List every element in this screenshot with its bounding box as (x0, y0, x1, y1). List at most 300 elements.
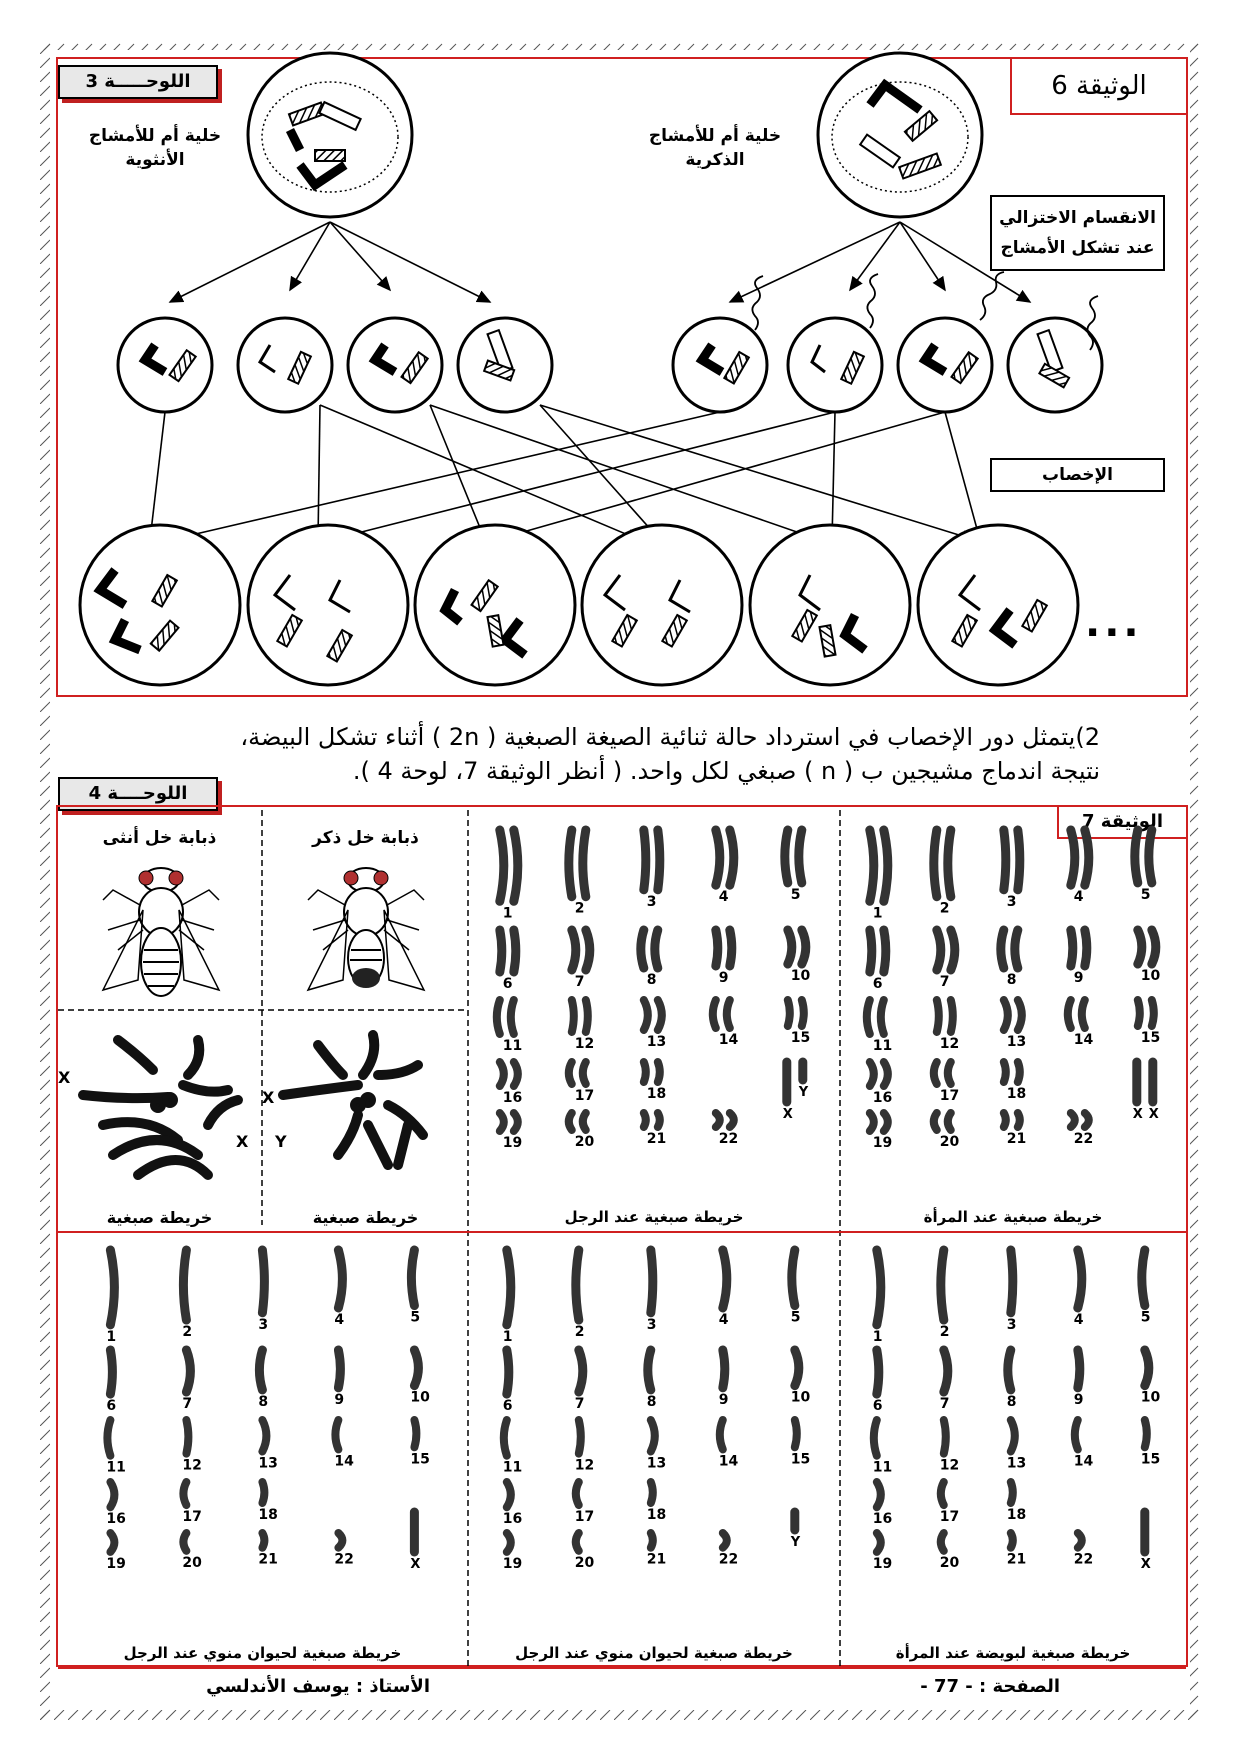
chromosome-22 (338, 1533, 342, 1548)
chromosome-20 (569, 1113, 572, 1130)
chromosome-number-7: 7 (939, 974, 950, 990)
chromosome-17 (934, 1062, 937, 1084)
chromosome-12 (951, 1000, 953, 1032)
chromosome-2 (583, 830, 586, 897)
chromosome-number-10: 10 (1140, 968, 1161, 984)
chromosome-number-19: 19 (872, 1555, 893, 1572)
chromosome-number-15: 15 (410, 1451, 430, 1468)
chromosome-17 (583, 1062, 586, 1084)
chromosome-6 (877, 1350, 879, 1394)
chromosome-number-17: 17 (182, 1509, 202, 1526)
chromosome-5 (1135, 830, 1138, 883)
chromosome-number-20: 20 (939, 1554, 960, 1571)
chromosome-15 (788, 1000, 790, 1026)
chromosome-number-20: 20 (574, 1554, 595, 1571)
chromosome-6 (110, 1350, 112, 1394)
chromosome-20 (583, 1113, 586, 1130)
chromosome-number-21: 21 (646, 1131, 667, 1147)
female-fly-x2-label: X (236, 1132, 249, 1151)
chromosome-7 (951, 930, 955, 970)
chromosome-number-20: 20 (939, 1134, 960, 1150)
chromosome-number-21: 21 (1006, 1131, 1027, 1147)
chromosome-19 (870, 1113, 874, 1131)
footer-page-number: الصفحة : - 77 - (920, 1676, 1060, 1697)
chromosome-1 (500, 830, 504, 901)
fly-male-label: ذبابة خل ذكر (312, 828, 419, 848)
chromosome-4 (723, 1250, 727, 1308)
chromosome-5 (1149, 830, 1152, 883)
chromosome-15 (1138, 1000, 1140, 1026)
chromosome-number-17: 17 (574, 1509, 595, 1526)
chromosome-11 (511, 1000, 514, 1034)
chromosome-17 (569, 1062, 572, 1084)
chromosome-22 (1085, 1113, 1089, 1127)
chromosome-11 (497, 1000, 500, 1034)
chromosome-11 (867, 1000, 870, 1034)
chromosome-number-18: 18 (258, 1507, 278, 1523)
chromosome-number-14: 14 (718, 1453, 739, 1470)
chromosome-number-7: 7 (574, 974, 585, 990)
chromosome-number-1: 1 (502, 1328, 513, 1345)
chromosome-14 (720, 1420, 723, 1449)
chromosome-6 (500, 930, 502, 972)
chromosome-number-1: 1 (106, 1328, 117, 1345)
chromosome-number-13: 13 (258, 1455, 278, 1472)
chromosome-22 (723, 1533, 727, 1548)
karyotype-sperm-y (106, 1250, 430, 1572)
chromosome-number-13: 13 (646, 1455, 667, 1472)
chromosome-number-18: 18 (646, 1507, 667, 1523)
chromosome-15 (795, 1420, 797, 1447)
meiosis-label: الانقسام الاختزالي عند تشكل الأمشاج (990, 195, 1165, 271)
chromosome-22 (1078, 1533, 1082, 1548)
chromosome-number-16: 16 (872, 1511, 893, 1528)
chromosome-2 (569, 830, 572, 897)
chromosome-number-18: 18 (646, 1086, 667, 1102)
chromosome-8 (641, 930, 644, 968)
chromosome-17 (183, 1482, 186, 1505)
chromosome-11 (107, 1420, 110, 1456)
chromosome-number-5: 5 (410, 1309, 421, 1326)
chromosome-7 (186, 1350, 190, 1392)
chromosome-7 (937, 930, 941, 970)
chromosome-number-21: 21 (1006, 1551, 1027, 1568)
chromosome-number-20: 20 (182, 1554, 202, 1571)
document-6-title-text: الوثيقة 6 (1051, 71, 1147, 101)
chromosome-number-22: 22 (718, 1131, 739, 1147)
chromosome-number-7: 7 (182, 1396, 193, 1412)
karyotype-woman (867, 830, 1161, 1151)
paragraph-line-1: 2)يتمثل دور الإخصاب في استرداد حالة ثنائية الصيغة الصبغية ( 2n ) أثناء تشكل البيضة، (240, 723, 1100, 751)
chromosome-17 (948, 1062, 951, 1084)
chromosome-16 (870, 1062, 874, 1086)
chromosome-3 (1011, 1250, 1013, 1313)
chromosome-21 (644, 1113, 646, 1127)
chromosome-14 (727, 1000, 730, 1028)
chromosome-12 (186, 1420, 188, 1454)
chromosome-2 (941, 1250, 944, 1320)
chromosome-8 (1015, 930, 1018, 968)
chromosome-4 (338, 1250, 342, 1308)
chromosome-number-8: 8 (646, 1393, 657, 1410)
male-fly-x-label: X (262, 1088, 275, 1107)
chromosome-7 (586, 930, 590, 970)
chromosome-number-3: 3 (646, 1316, 657, 1333)
panel-3-label-text: اللوحـــــة 3 (85, 71, 191, 92)
chromosome-17 (941, 1482, 944, 1505)
chromosome-3 (1018, 830, 1020, 890)
chromosome-18 (262, 1482, 264, 1503)
chromosome-5 (785, 830, 788, 883)
chromosome-number-9: 9 (1073, 970, 1084, 986)
chromosome-10 (1145, 1350, 1149, 1386)
sex-chromosome-label: X (1140, 1557, 1151, 1572)
chromosome-18 (658, 1062, 660, 1082)
chromosome-number-9: 9 (1073, 1391, 1084, 1408)
chromosome-number-14: 14 (1073, 1453, 1094, 1470)
chromosome-6 (514, 930, 516, 972)
chromosome-number-17: 17 (939, 1088, 960, 1104)
chromosome-22 (716, 1113, 720, 1127)
chromosome-21 (262, 1533, 264, 1548)
karyotype-ovule (873, 1250, 1161, 1572)
chromosome-number-2: 2 (574, 1324, 585, 1341)
chromosome-4 (1071, 830, 1075, 885)
chromosome-18 (1018, 1062, 1020, 1082)
chromosome-12 (937, 1000, 939, 1032)
chromosome-number-17: 17 (939, 1509, 960, 1526)
sex-chromosome-label: X (410, 1557, 421, 1572)
female-fly-x1-label: X (58, 1068, 71, 1087)
chromosome-9 (1071, 930, 1073, 966)
chromosome-19 (110, 1533, 114, 1552)
chromosome-2 (183, 1250, 186, 1320)
chromosome-number-9: 9 (334, 1391, 345, 1408)
chromosome-number-22: 22 (1073, 1551, 1094, 1568)
chromosome-number-10: 10 (790, 968, 811, 984)
chromosome-10 (1138, 930, 1142, 964)
chromosome-18 (1004, 1062, 1006, 1082)
chromosome-10 (1152, 930, 1156, 964)
chromosome-14 (1075, 1420, 1078, 1449)
chromosome-19 (507, 1533, 511, 1552)
chromosome-16 (877, 1482, 881, 1507)
chromosome-19 (514, 1113, 518, 1131)
chromosome-12 (572, 1000, 574, 1032)
chromosome-number-4: 4 (718, 1311, 729, 1328)
chromosome-number-3: 3 (646, 893, 657, 910)
chromosome-number-4: 4 (1073, 1311, 1084, 1328)
chromosome-10 (788, 930, 792, 964)
chromosome-number-5: 5 (1140, 1309, 1151, 1326)
chromosome-1 (514, 830, 518, 901)
chromosome-number-6: 6 (502, 1398, 513, 1415)
paragraph-line-2: نتيجة اندماج مشيجين ب ( n ) صبغي لكل واحد. ( أنظر الوثيقة 7، لوحة 4 ). (352, 757, 1100, 785)
chromosome-number-3: 3 (1006, 893, 1017, 910)
footer-teacher: الأستاذ : يوسف الأندلسي (206, 1676, 430, 1697)
fly-female-karyotype-caption: خريطة صبغية (106, 1208, 213, 1227)
chromosome-number-3: 3 (1006, 1316, 1017, 1333)
document-7-title: الوثيقة 7 (1057, 805, 1188, 839)
sex-chromosome-label: Y (798, 1085, 809, 1100)
chromosome-number-13: 13 (1006, 1034, 1027, 1050)
chromosome-number-12: 12 (574, 1457, 595, 1474)
chromosome-number-16: 16 (502, 1511, 523, 1528)
chromosome-8 (1008, 1350, 1011, 1390)
chromosome-number-11: 11 (502, 1459, 523, 1476)
chromosome-number-19: 19 (502, 1135, 523, 1151)
chromosome-22 (730, 1113, 734, 1127)
karyotype-sperm-x-caption: خريطة صبغية لحيوان منوي عند الرجل (515, 1644, 793, 1662)
chromosome-14 (335, 1420, 338, 1449)
chromosome-5 (792, 1250, 795, 1306)
chromosome-number-11: 11 (502, 1038, 523, 1054)
sex-chromosome-label: X (1148, 1107, 1159, 1122)
chromosome-18 (1011, 1482, 1013, 1503)
chromosome-21 (651, 1533, 653, 1548)
chromosome-16 (514, 1062, 518, 1086)
chromosome-number-12: 12 (182, 1457, 202, 1474)
chromosome-number-8: 8 (258, 1393, 269, 1410)
chromosome-number-8: 8 (646, 972, 657, 988)
chromosome-14 (713, 1000, 716, 1028)
chromosome-9 (723, 1350, 725, 1388)
chromosome-number-10: 10 (410, 1389, 430, 1406)
chromosome-4 (1085, 830, 1089, 885)
chromosome-16 (110, 1482, 114, 1507)
chromosome-number-5: 5 (790, 1309, 801, 1326)
chromosome-19 (877, 1533, 881, 1552)
chromosome-8 (648, 1350, 651, 1390)
chromosome-12 (579, 1420, 581, 1454)
chromosome-number-17: 17 (574, 1088, 595, 1104)
chromosome-number-16: 16 (872, 1090, 893, 1106)
chromosome-11 (881, 1000, 884, 1034)
chromosome-3 (262, 1250, 264, 1313)
chromosome-14 (1068, 1000, 1071, 1028)
chromosome-19 (884, 1113, 888, 1131)
chromosome-21 (1018, 1113, 1020, 1127)
chromosome-number-19: 19 (106, 1555, 126, 1572)
chromosome-20 (576, 1533, 579, 1551)
chromosome-4 (730, 830, 734, 885)
chromosome-16 (507, 1482, 511, 1507)
chromosome-number-14: 14 (1073, 1032, 1094, 1048)
chromosome-12 (944, 1420, 946, 1454)
fly-male-karyotype-caption: خريطة صبغية (312, 1208, 419, 1227)
chromosome-number-2: 2 (182, 1324, 193, 1341)
chromosome-number-11: 11 (872, 1459, 893, 1476)
chromosome-14 (1082, 1000, 1085, 1028)
chromosome-11 (504, 1420, 507, 1456)
chromosome-13 (658, 1000, 662, 1030)
chromosome-number-8: 8 (1006, 1393, 1017, 1410)
chromosome-9 (730, 930, 732, 966)
male-cell-label: خلية أم للأمشاج الذكرية (648, 126, 782, 170)
chromosome-number-6: 6 (872, 976, 883, 992)
chromosome-10 (795, 1350, 799, 1386)
chromosome-19 (500, 1113, 504, 1131)
chromosome-6 (870, 930, 872, 972)
chromosome-1 (110, 1250, 114, 1325)
chromosome-8 (259, 1350, 262, 1390)
chromosome-13 (651, 1420, 655, 1452)
chromosome-1 (507, 1250, 511, 1325)
chromosome-number-5: 5 (1140, 886, 1151, 903)
chromosome-number-15: 15 (790, 1451, 811, 1468)
chromosome-21 (1004, 1113, 1006, 1127)
chromosome-13 (1018, 1000, 1022, 1030)
chromosome-13 (262, 1420, 266, 1452)
chromosome-4 (1078, 1250, 1082, 1308)
chromosome-5 (411, 1250, 414, 1306)
chromosome-17 (576, 1482, 579, 1505)
chromosome-number-21: 21 (646, 1551, 667, 1568)
chromosome-9 (716, 930, 718, 966)
chromosome-1 (884, 830, 888, 901)
sex-chromosome-label: X (1132, 1107, 1143, 1122)
chromosome-number-15: 15 (1140, 1451, 1161, 1468)
chromosome-15 (1152, 1000, 1154, 1026)
chromosome-number-3: 3 (258, 1316, 269, 1333)
chromosome-number-1: 1 (872, 1328, 883, 1345)
chromosome-number-13: 13 (1006, 1455, 1027, 1472)
chromosome-number-22: 22 (334, 1551, 354, 1568)
chromosome-number-16: 16 (502, 1090, 523, 1106)
chromosome-6 (884, 930, 886, 972)
chromosome-13 (644, 1000, 648, 1030)
chromosome-10 (414, 1350, 418, 1386)
chromosome-number-6: 6 (872, 1398, 883, 1415)
chromosome-7 (579, 1350, 583, 1392)
chromosome-number-18: 18 (1006, 1086, 1027, 1102)
chromosome-number-4: 4 (718, 889, 729, 906)
chromosome-number-22: 22 (1073, 1131, 1094, 1147)
chromosome-5 (799, 830, 802, 883)
sex-chromosome-label: X (782, 1107, 793, 1122)
chromosome-16 (500, 1062, 504, 1086)
fertilization-label: الإخصاب (990, 458, 1165, 492)
chromosome-number-6: 6 (106, 1398, 117, 1415)
chromosome-number-1: 1 (872, 905, 883, 922)
chromosome-13 (1011, 1420, 1015, 1452)
chromosome-number-20: 20 (574, 1134, 595, 1150)
chromosome-number-12: 12 (939, 1457, 960, 1474)
chromosome-number-9: 9 (718, 970, 729, 986)
chromosome-number-10: 10 (1140, 1389, 1161, 1406)
chromosome-number-1: 1 (502, 905, 513, 922)
chromosome-number-12: 12 (574, 1036, 595, 1052)
female-cell-label: خلية أم للأمشاج الأنثوية (88, 126, 222, 170)
karyotype-woman-caption: خريطة صبغية عند المرأة (923, 1208, 1103, 1226)
chromosome-15 (414, 1420, 416, 1447)
chromosome-12 (586, 1000, 588, 1032)
chromosome-20 (948, 1113, 951, 1130)
chromosome-2 (948, 830, 951, 897)
chromosome-2 (934, 830, 937, 897)
chromosome-number-2: 2 (939, 1324, 950, 1341)
chromosome-21 (1011, 1533, 1013, 1548)
chromosome-number-2: 2 (574, 900, 585, 917)
panel-4-label: اللوحــــة 4 (58, 777, 218, 811)
chromosome-4 (716, 830, 720, 885)
chromosome-7 (572, 930, 576, 970)
chromosome-18 (651, 1482, 653, 1503)
karyotype-man-caption: خريطة صبغية عند الرجل (564, 1208, 744, 1226)
chromosome-3 (644, 830, 646, 890)
karyotype-sperm-x (503, 1250, 811, 1572)
chromosome-number-22: 22 (718, 1551, 739, 1568)
chromosome-1 (870, 830, 874, 901)
ellipsis: ... (1085, 600, 1143, 646)
karyotype-sperm-y-caption: خريطة صبغية لحيوان منوي عند الرجل (123, 1644, 402, 1662)
chromosome-number-9: 9 (718, 1391, 729, 1408)
chromosome-number-10: 10 (790, 1389, 811, 1406)
chromosome-15 (1145, 1420, 1147, 1447)
chromosome-9 (338, 1350, 340, 1388)
karyotype-man (497, 830, 811, 1151)
chromosome-11 (874, 1420, 877, 1456)
chromosome-number-4: 4 (334, 1311, 345, 1328)
chromosome-18 (644, 1062, 646, 1082)
chromosome-number-8: 8 (1006, 972, 1017, 988)
chromosome-2 (576, 1250, 579, 1320)
chromosome-1 (877, 1250, 881, 1325)
chromosome-number-4: 4 (1073, 889, 1084, 906)
chromosome-number-7: 7 (939, 1396, 950, 1412)
chromosome-9 (1078, 1350, 1080, 1388)
chromosome-9 (1085, 930, 1087, 966)
chromosome-number-14: 14 (334, 1453, 354, 1470)
chromosome-number-6: 6 (502, 976, 513, 992)
chromosome-15 (802, 1000, 804, 1026)
chromosome-5 (1142, 1250, 1145, 1306)
chromosome-20 (941, 1533, 944, 1551)
chromosome-7 (944, 1350, 948, 1392)
chromosome-3 (651, 1250, 653, 1313)
fly-female-label: ذبابة خل أنثى (102, 828, 217, 848)
chromosome-number-19: 19 (502, 1555, 523, 1572)
chromosome-20 (934, 1113, 937, 1130)
chromosome-20 (183, 1533, 186, 1551)
chromosome-number-15: 15 (1140, 1030, 1161, 1046)
chromosome-number-11: 11 (872, 1038, 893, 1054)
chromosome-8 (655, 930, 658, 968)
chromosome-number-2: 2 (939, 900, 950, 917)
chromosome-3 (658, 830, 660, 890)
chromosome-number-16: 16 (106, 1511, 126, 1528)
sex-chromosome-label: Y (790, 1535, 801, 1550)
chromosome-number-7: 7 (574, 1396, 585, 1412)
chromosome-13 (1004, 1000, 1008, 1030)
chromosome-6 (507, 1350, 509, 1394)
chromosome-8 (1001, 930, 1004, 968)
male-fly-y-label: Y (275, 1132, 287, 1151)
chromosome-number-12: 12 (939, 1036, 960, 1052)
karyotype-ovule-caption: خريطة صبغية لبويضة عند المرأة (895, 1644, 1131, 1662)
chromosome-3 (1004, 830, 1006, 890)
chromosome-number-21: 21 (258, 1551, 278, 1568)
chromosome-number-15: 15 (790, 1030, 811, 1046)
chromosome-16 (884, 1062, 888, 1086)
chromosome-number-14: 14 (718, 1032, 739, 1048)
chromosome-number-19: 19 (872, 1135, 893, 1151)
chromosome-21 (658, 1113, 660, 1127)
chromosome-number-18: 18 (1006, 1507, 1027, 1523)
chromosome-22 (1071, 1113, 1075, 1127)
chromosome-10 (802, 930, 806, 964)
chromosome-number-13: 13 (646, 1034, 667, 1050)
